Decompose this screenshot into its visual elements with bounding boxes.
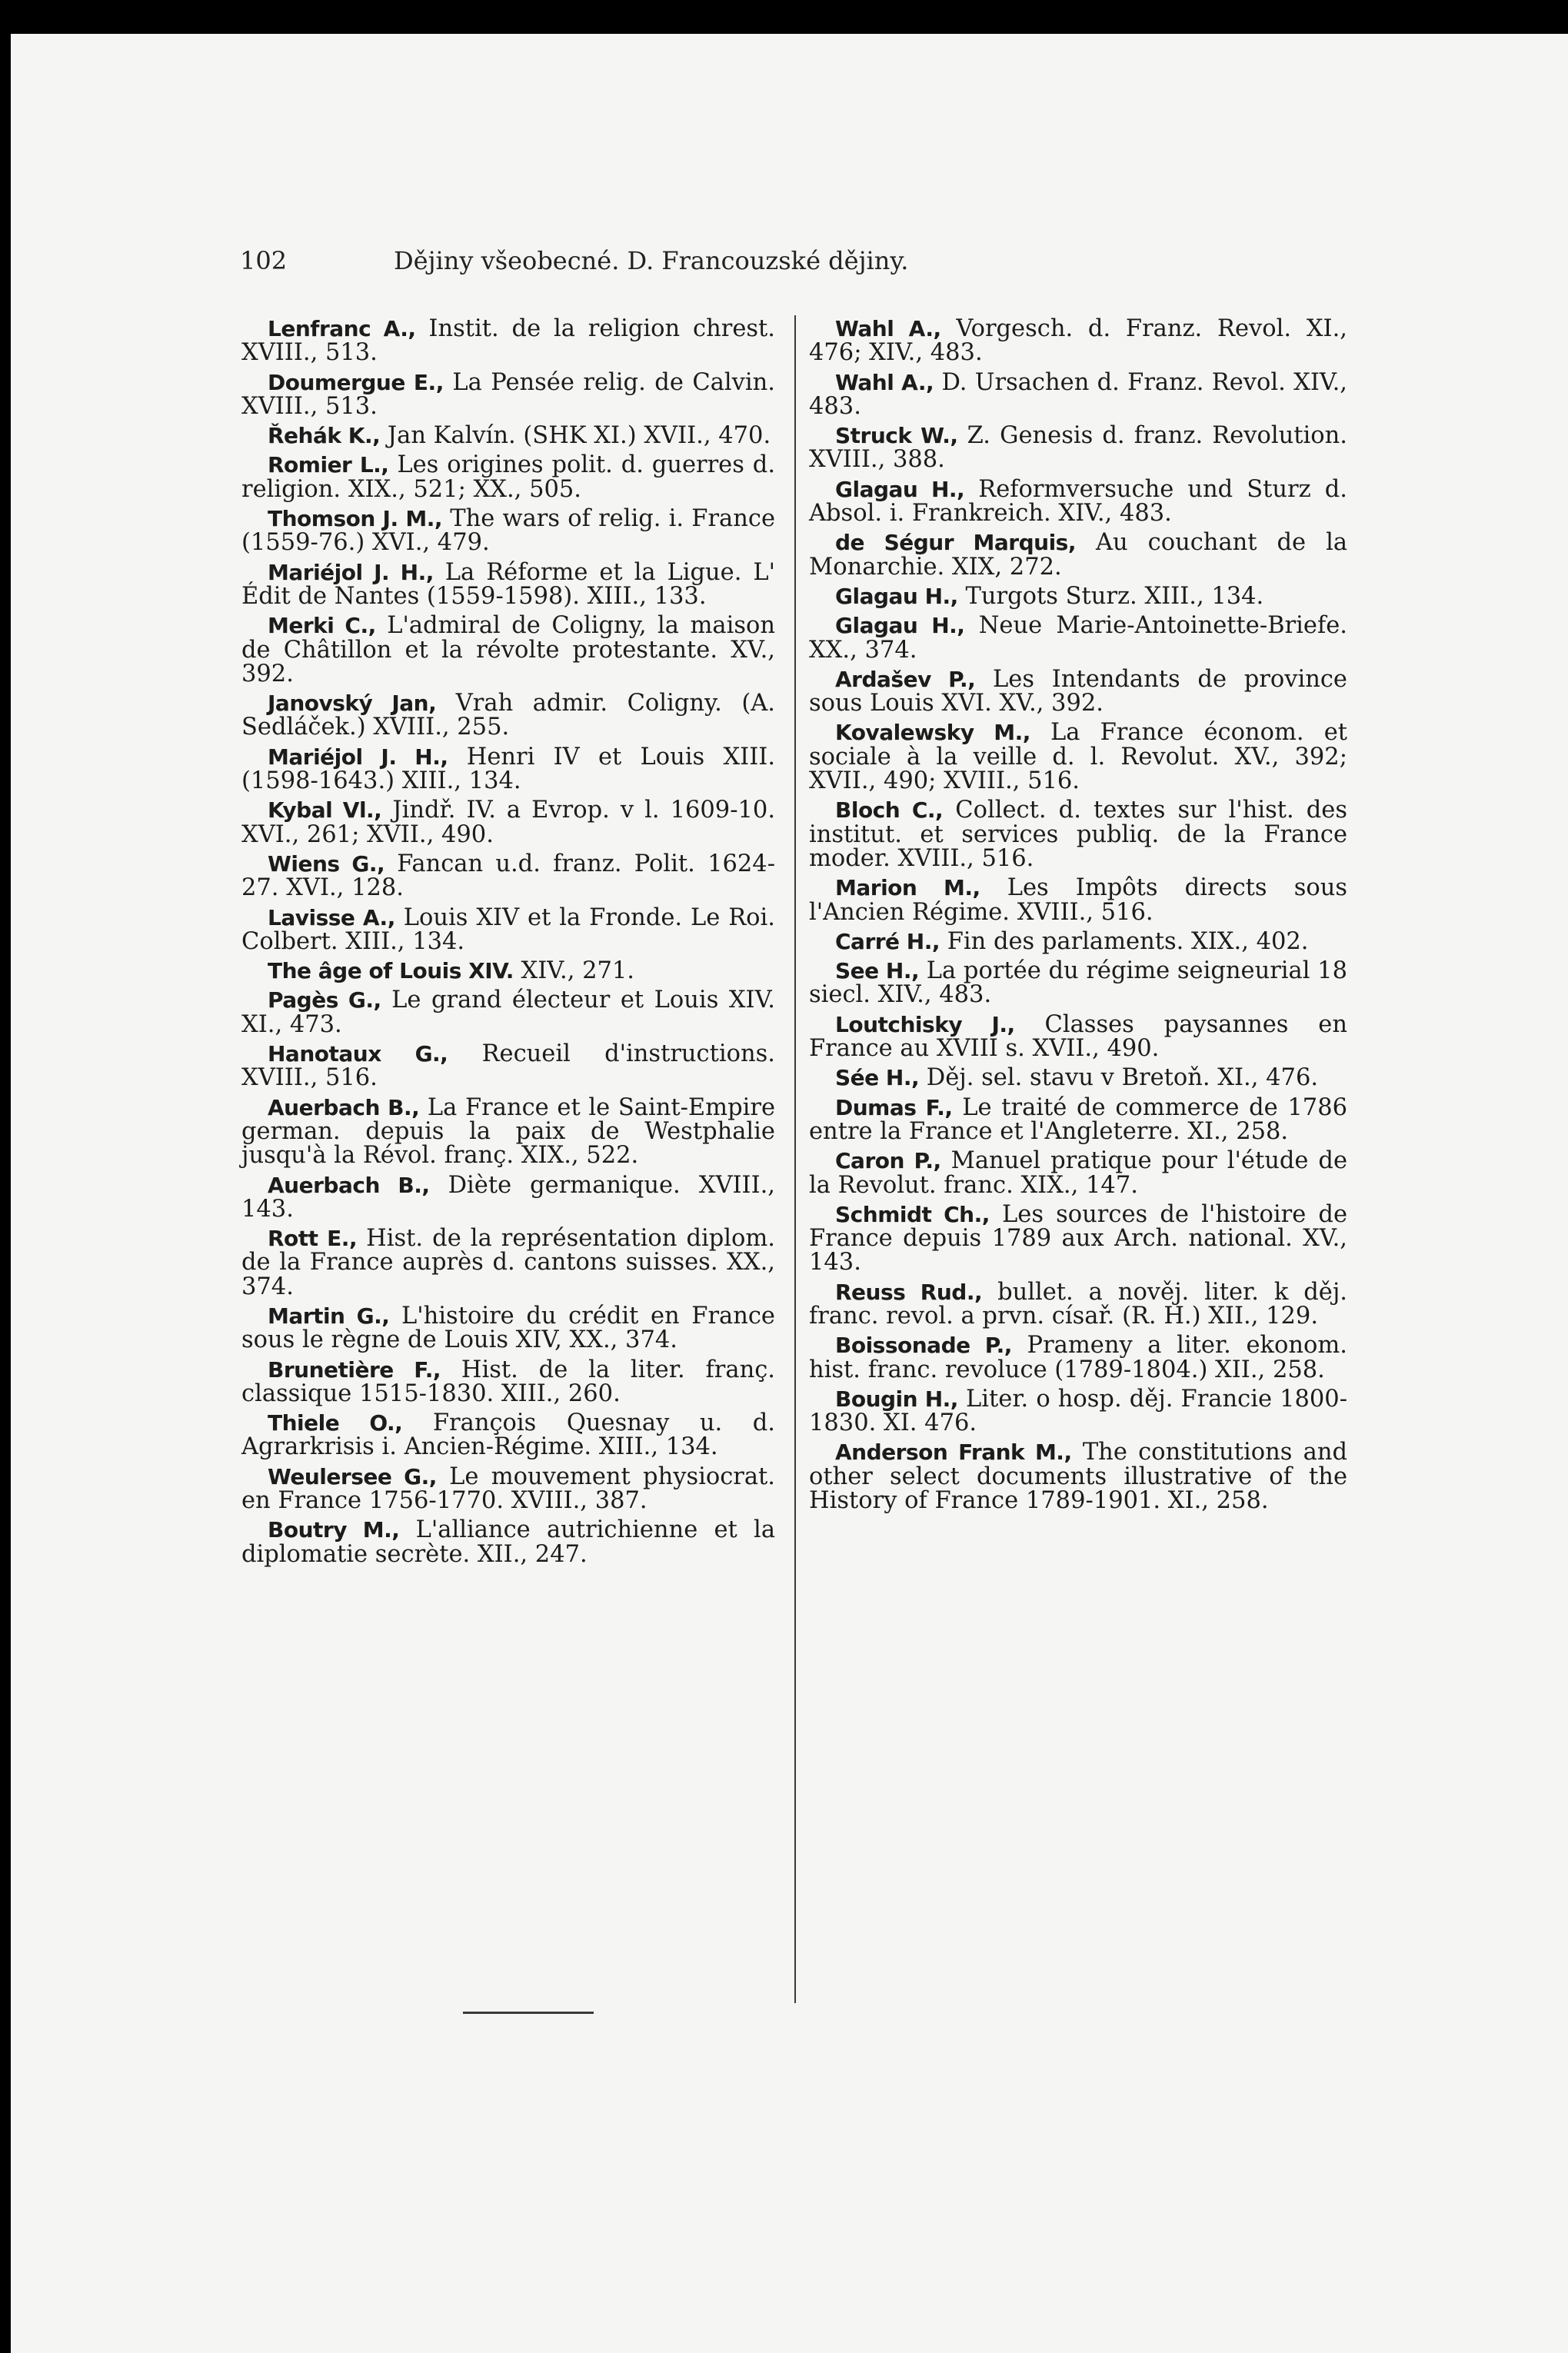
entry-author: Glagau H.,: [835, 476, 965, 502]
entry-text: Manuel pratique pour l'étude de la Revolut. franc. XIX., 147.: [809, 1147, 1348, 1199]
entry-text: Fancan u.d. franz. Polit. 1624-27. XVI., 128.: [241, 850, 776, 902]
entry-author: Mariéjol J. H.,: [268, 744, 448, 770]
bibliography-entry: [241, 1518, 775, 1566]
bibliography-entry: [241, 1093, 775, 1170]
entry-author: Weulersee G.,: [268, 1463, 437, 1489]
bibliography-entry: [241, 988, 775, 1037]
bibliography-entry: [809, 614, 1347, 662]
bibliography-entry: [241, 1358, 775, 1406]
entry-text: Neue Marie-Antoinette-Briefe. XX., 374.: [809, 612, 1347, 664]
entry-text: Prameny a liter. ekonom. hist. franc. revoluce (1789-1804.) XII., 258.: [809, 1332, 1347, 1383]
bibliography-entry: [809, 1010, 1347, 1063]
entry-text: L'alliance autrichienne et la diplomatie secrète. XII., 247.: [241, 1516, 775, 1568]
entry-text: Instit. de la religion chrest. XVIII., 513.: [241, 315, 775, 367]
entry-text: Vrah admir. Coligny. (A. Sedláček.) XVIII., 255.: [241, 690, 775, 741]
entry-text: François Quesnay u. d. Agrarkrisis i. Ancien-Régime. XIII., 134.: [241, 1409, 776, 1461]
entry-author: Hanotaux G.,: [268, 1041, 448, 1067]
entry-author: Thomson J. M.,: [268, 506, 443, 532]
entry-author: Kybal Vl.,: [268, 797, 382, 824]
entry-author: Brunetière F.,: [268, 1356, 441, 1383]
entry-text: La France et le Saint-Empire german. depuis la paix de Westphalie jusqu'à la Révol. franç. XIX., 522.: [241, 1093, 775, 1170]
entry-author: Lenfranc A.,: [268, 316, 416, 341]
right-column: [809, 317, 1347, 1518]
entry-author: Caron P.,: [835, 1148, 941, 1174]
entry-text: L'admiral de Coligny, la maison de Châtillon et la révolte protestante. XV., 392.: [241, 612, 775, 687]
bibliography-entry: [241, 453, 775, 501]
entry-author: de Ségur Marquis,: [835, 530, 1076, 556]
entry-text: Reformversuche und Sturz d. Absol. i. Frankreich. XIV., 483.: [809, 475, 1347, 528]
bibliography-entry: [809, 1333, 1347, 1382]
bibliography-entry: [241, 317, 775, 365]
column-divider: [794, 315, 796, 2003]
bibliography-entry: [809, 927, 1347, 955]
bibliography-entry: [241, 959, 775, 983]
entry-text: The constitutions and other select documents illustrative of the History of France 1789-1901. XI., 258.: [809, 1439, 1347, 1515]
bibliography-entry: [809, 317, 1347, 365]
bibliography-entry: [241, 1042, 775, 1090]
entry-author: The âge of Louis XIV.: [268, 958, 514, 984]
entry-author: Glagau H.,: [835, 613, 965, 639]
entry-author: Boutry M.,: [268, 1517, 400, 1543]
bibliography-entry: [809, 876, 1347, 924]
bibliography-entry: [809, 1387, 1347, 1436]
bibliography-entry: [241, 1226, 775, 1299]
bibliography-entry: [241, 614, 775, 686]
entry-author: Boissonade P.,: [835, 1333, 1012, 1359]
bibliography-entry: [241, 798, 775, 847]
entry-author: Sée H.,: [835, 1065, 920, 1091]
bibliography-entry: [809, 531, 1347, 579]
entry-author: Ardašev P.,: [835, 666, 976, 692]
bibliography-entry: [809, 1200, 1347, 1276]
bibliography-entry: [241, 852, 775, 900]
entry-author: Merki C.,: [268, 613, 376, 639]
entry-author: Anderson Frank M.,: [835, 1439, 1072, 1466]
entry-text: Děj. sel. stavu v Bretoň. XI., 476.: [919, 1064, 1319, 1092]
bibliography-entry: [241, 558, 775, 610]
bibliography-entry: [241, 1304, 775, 1353]
entry-author: See H.,: [835, 958, 920, 984]
entry-text: Jindř. IV. a Evrop. v l. 1609-10. XVI., 261; XVII., 490.: [241, 797, 776, 848]
end-rule: [463, 2012, 594, 2014]
entry-author: Struck W.,: [835, 423, 958, 449]
bibliography-entry: [809, 1149, 1347, 1197]
bibliography-entry: [809, 798, 1347, 870]
entry-author: Bloch C.,: [835, 797, 944, 824]
left-column: [241, 317, 775, 1572]
bibliography-entry: [241, 507, 775, 555]
entry-author: Doumergue E.,: [268, 369, 444, 395]
entry-text: bullet. a nověj. liter. k děj. franc. revol. a prvn. císař. (R. H.) XII., 129.: [809, 1278, 1348, 1330]
bibliography-entry: [809, 959, 1347, 1007]
entry-author: Rott E.,: [268, 1226, 358, 1252]
running-header: [240, 246, 1132, 275]
entry-author: Pagès G.,: [268, 987, 381, 1013]
entry-text: D. Ursachen d. Franz. Revol. XIV., 483.: [809, 368, 1347, 420]
entry-text: Jan Kalvín. (SHK XI.) XVII., 470.: [380, 422, 771, 450]
entry-text: Recueil d'instructions. XVIII., 516.: [241, 1040, 775, 1092]
entry-text: Louis XIV et la Fronde. Le Roi. Colbert. XIII., 134.: [241, 904, 775, 955]
entry-text: La France économ. et sociale à la veille d. l. Revolut. XV., 392; XVII., 490; XVIII., 516.: [809, 719, 1347, 795]
entry-text: Collect. d. textes sur l'hist. des institut. et services publiq. de la France moder. XVIII., 516.: [809, 797, 1348, 872]
entry-text: Liter. o hosp. děj. Francie 1800-1830. XI. 476.: [809, 1385, 1347, 1437]
entry-author: Wiens G.,: [268, 850, 385, 877]
bibliography-entry: [809, 1093, 1348, 1145]
bibliography-entry: [809, 1280, 1347, 1329]
bibliography-entry: [809, 475, 1347, 528]
bibliography-entry: [809, 1440, 1347, 1513]
entry-author: Martin G.,: [268, 1303, 390, 1329]
entry-text: Hist. de la représentation diplom. de la France auprès d. cantons suisses. XX., 374.: [241, 1225, 775, 1300]
entry-text: Henri IV et Louis XIII. (1598-1643.) XIII., 134.: [241, 743, 776, 795]
entry-author: Loutchisky J.,: [835, 1011, 1015, 1037]
entry-text: La Réforme et la Ligue. L' Édit de Nantes (1559-1598). XIII., 133.: [241, 558, 775, 610]
bibliography-entry: [241, 691, 775, 740]
entry-text: Hist. de la liter. franç. classique 1515-1830. XIII., 260.: [241, 1356, 775, 1407]
entry-text: Les Intendants de province sous Louis XVI. XV., 392.: [809, 665, 1347, 717]
page-number: 102: [240, 246, 288, 275]
entry-text: Les Impôts directs sous l'Ancien Régime. XVIII., 516.: [809, 874, 1348, 926]
entry-text: L'histoire du crédit en France sous le règne de Louis XIV, XX., 374.: [241, 1302, 775, 1354]
entry-text: XIV., 271.: [513, 957, 634, 985]
entry-author: Romier L.,: [268, 452, 389, 478]
entry-author: Wahl A.,: [835, 316, 941, 341]
entry-text: Diète germanique. XVIII., 143.: [241, 1171, 776, 1223]
entry-author: Mariéjol J. H.,: [268, 559, 434, 585]
entry-author: Thiele O.,: [268, 1410, 403, 1436]
entry-author: Schmidt Ch.,: [835, 1201, 990, 1227]
entry-text: Le traité de commerce de 1786 entre la France et l'Angleterre. XI., 258.: [809, 1093, 1348, 1145]
bibliography-entry: [809, 721, 1347, 793]
entry-author: Reuss Rud.,: [835, 1279, 983, 1305]
entry-text: Le grand électeur et Louis XIV. XI., 473.: [241, 987, 775, 1038]
entry-text: La portée du régime seigneurial 18 siecl. XIV., 483.: [809, 957, 1347, 1009]
bibliography-entry: [241, 745, 775, 794]
running-title: Dějiny všeobecné. D. Francouzské dějiny.: [394, 246, 909, 275]
entry-text: Vorgesch. d. Franz. Revol. XI., 476; XIV., 483.: [809, 315, 1347, 367]
entry-text: Z. Genesis d. franz. Revolution. XVIII., 388.: [809, 422, 1347, 474]
entry-text: Les sources de l'histoire de France depuis 1789 aux Arch. national. XV., 143.: [809, 1200, 1347, 1276]
bibliography-entry: [809, 368, 1347, 420]
entry-author: Wahl A.,: [835, 369, 934, 395]
entry-author: Janovský Jan,: [268, 691, 437, 717]
entry-author: Dumas F.,: [835, 1094, 953, 1120]
entry-text: Le mouvement physiocrat. en France 1756-1770. XVIII., 387.: [241, 1463, 776, 1515]
entry-author: Carré H.,: [835, 928, 940, 954]
entry-author: Kovalewsky M.,: [835, 720, 1030, 746]
bibliography-entry: [809, 584, 1347, 608]
bibliography-entry: [241, 1173, 775, 1222]
bibliography-entry: [241, 368, 775, 420]
entry-author: Řehák K.,: [268, 423, 381, 449]
entry-text: Au couchant de la Monarchie. XIX, 272.: [809, 529, 1348, 581]
bibliography-entry: [809, 424, 1347, 472]
entry-text: The wars of relig. i. France (1559-76.) XVI., 479.: [241, 505, 776, 557]
entry-author: Lavisse A.,: [268, 904, 395, 930]
bibliography-entry: [241, 1465, 775, 1513]
entry-text: La Pensée relig. de Calvin. XVIII., 513.: [241, 368, 775, 420]
entry-author: Auerbach B.,: [268, 1172, 430, 1198]
bibliography-entry: [241, 424, 775, 448]
entry-text: Turgots Sturz. XIII., 134.: [957, 582, 1264, 610]
bibliography-entry: [809, 667, 1347, 716]
bibliography-entry: [241, 906, 775, 954]
entry-text: Fin des parlaments. XIX., 402.: [940, 927, 1309, 955]
bibliography-entry: [241, 1411, 775, 1459]
entry-author: Auerbach B.,: [268, 1094, 420, 1120]
bibliography-entry: [809, 1066, 1347, 1090]
entry-text: Les origines polit. d. guerres d. religion. XIX., 521; XX., 505.: [241, 451, 776, 503]
entry-author: Marion M.,: [835, 875, 980, 901]
entry-author: Bougin H.,: [835, 1386, 958, 1412]
entry-author: Glagau H.,: [835, 583, 958, 609]
entry-text: Classes paysannes en France au XVIII s. XVII., 490.: [809, 1010, 1347, 1063]
